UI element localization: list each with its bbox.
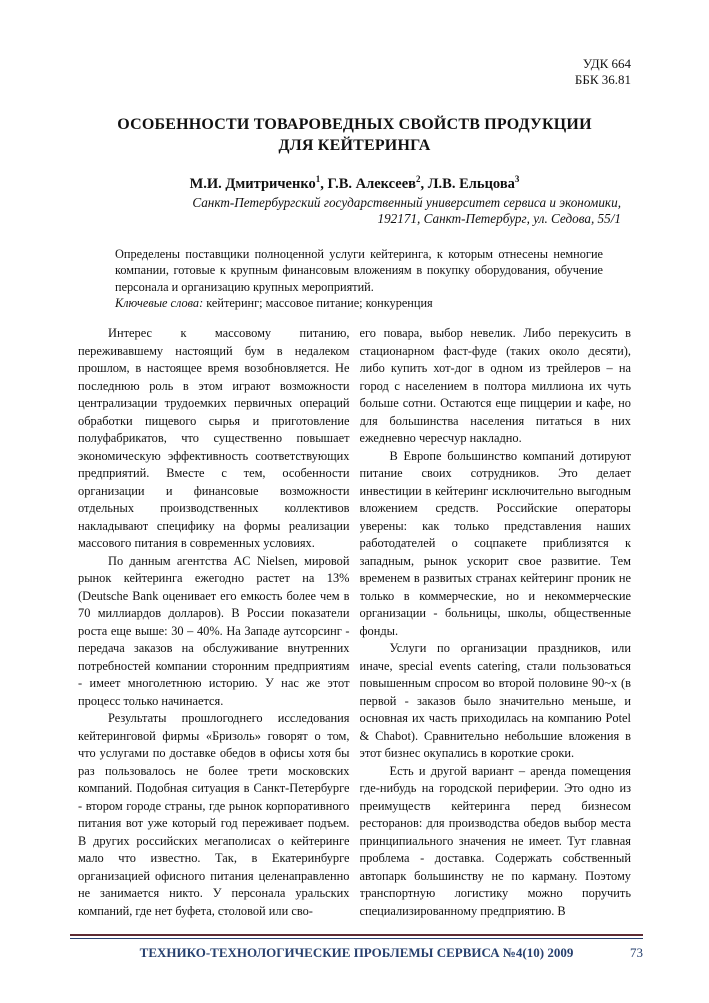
right-column — [360, 325, 632, 937]
body-paragraph: Есть и другой вариант – аренда помещения где-нибудь на городской периферии. Это одно из преимуществ кейтеринга перед бизнесом ресторанов: для производства обедов выбор места принципиального значения не имеет. Тут главная проблема - доставка. Содержать собственный автопарк большинству не по карману. Поэтому транспортную логистику можно поручить специализированному предприятию. В — [359, 763, 631, 918]
author-3-superscript: 3 — [514, 174, 520, 184]
footer-text-row — [70, 944, 643, 961]
abstract-text: Определены поставщики полноценной услуги кейтеринга, к которым отнесены немногие компании, готовые к крупным финансовым вложениям в покупку оборудования, обучение персонала и организацию крупных мероприятий. — [115, 246, 603, 294]
keywords-line — [115, 295, 603, 311]
author-3: Л.В. Ельцова — [427, 175, 515, 192]
body-paragraph-continuation: его повара, выбор невелик. Либо перекусить в стационарном фаст-фуде (таких около десяти), либо купить хот-дог в одном из трейлеров – на город с населением в полтора миллиона их чуть больше сотни. Остаются еще пиццерии и кафе, но для большинства населения питаться в них ежедневно чересчур накладно. — [359, 326, 631, 446]
keywords-label: Ключевые слова: — [115, 296, 204, 311]
abstract-block — [115, 246, 603, 312]
udc-code: УДК 664 — [582, 56, 631, 71]
body-paragraph: Услуги по организации праздников, или иначе, special events catering, стали пользоваться повышенным спросом во второй половине 90~х (в первой - заказов было значительно меньше, и основная их часть приходилась на компанию Potel & Chabot). Сравнительно небольшие вложения в этот бизнес окупались в короткие сроки. — [359, 641, 631, 761]
classification-block — [78, 56, 631, 88]
affiliation-line-2: 192171, Санкт-Петербург, ул. Седова, 55/1 — [377, 211, 621, 227]
body-paragraph: Интерес к массовому питанию, переживавшему настоящий бум в недалеком прошлом, в настоящее время возобновляется. Не последнюю роль в этом играют возможности централизации трудоемких первичных операций обработки пищевого сырья и приготовление полуфабрикатов, что существенно повышает экономическую эффективность соответствующих предприятий. Вместе с тем, особенности организации и финансовые возможности отдельных производственных коллективов накладывают специфику на формы реализации массового питания в современных условиях. — [78, 326, 350, 551]
body-paragraph: Результаты прошлогоднего исследования кейтеринговой фирмы «Бризоль» говорят о том, что услугами по доставке обедов в офисы хотя бы раз пользовалось не более трети московских компаний. Подобная ситуация в Санкт-Петербурге - втором городе страны, где рынок корпоративного питания вот уже который год переживает подъем. В других российских мегаполисах о кейтеринге мало что известно. Так, в Екатеринбурге организацией офисного питания целенаправленно не занимается никто. У персонала уральских компаний, где нет буфета, столовой или сво- — [78, 711, 350, 918]
journal-title: ТЕХНИКО-ТЕХНОЛОГИЧЕСКИЕ ПРОБЛЕМЫ СЕРВИСА №4(10) 2009 — [139, 945, 574, 960]
page-number: 73 — [630, 945, 643, 960]
affiliation-block — [78, 195, 631, 228]
keywords-text: кейтеринг; массовое питание; конкуренция — [203, 296, 433, 311]
footer-rule — [70, 934, 643, 939]
author-2: Г.В. Алексеев — [327, 175, 416, 192]
author-1: М.И. Дмитриченко — [189, 175, 316, 192]
left-column — [78, 325, 350, 937]
author-separator: , — [320, 175, 328, 192]
body-paragraph: По данным агентства AC Nielsen, мировой рынок кейтеринга ежегодно растет на 13% (Deutsche Bank оценивает его емкость более чем в 70 миллиардов долларов). В России показатели роста еще выше: 30 – 40%. На Западе аутсорсинг - передача заказов на обслуживание внутренних потребностей компании сторонним предприятиям - имеет многолетнюю историю. У нас же этот процесс только начинается. — [78, 553, 350, 708]
affiliation-line-1: Санкт-Петербургский государственный университет сервиса и экономики, — [192, 194, 621, 210]
authors-line — [78, 170, 631, 193]
author-1-superscript: 1 — [315, 174, 321, 184]
page-footer — [70, 934, 643, 961]
bbk-code: ББК 36.81 — [574, 72, 631, 87]
author-separator: , — [420, 175, 428, 192]
author-2-superscript: 2 — [416, 174, 421, 184]
article-title: ОСОБЕННОСТИ ТОВАРОВЕДНЫХ СВОЙСТВ ПРОДУКЦИИ ДЛЯ КЕЙТЕРИНГА — [117, 116, 592, 154]
body-columns — [78, 325, 631, 937]
body-paragraph: В Европе большинство компаний дотируют питание своих сотрудников. Это делает инвестиции в кейтеринг исключительно выгодным вложением средств. Российские операторы уверены: как только представления наших работодателей о соцпакете приблизятся к западным, рынок ускорит свое развитие. Тем временем в развитых странах кейтеринг проник не только в коммерческие, но и некоммерческие организации - больницы, школы, общественные фонды. — [359, 448, 631, 638]
